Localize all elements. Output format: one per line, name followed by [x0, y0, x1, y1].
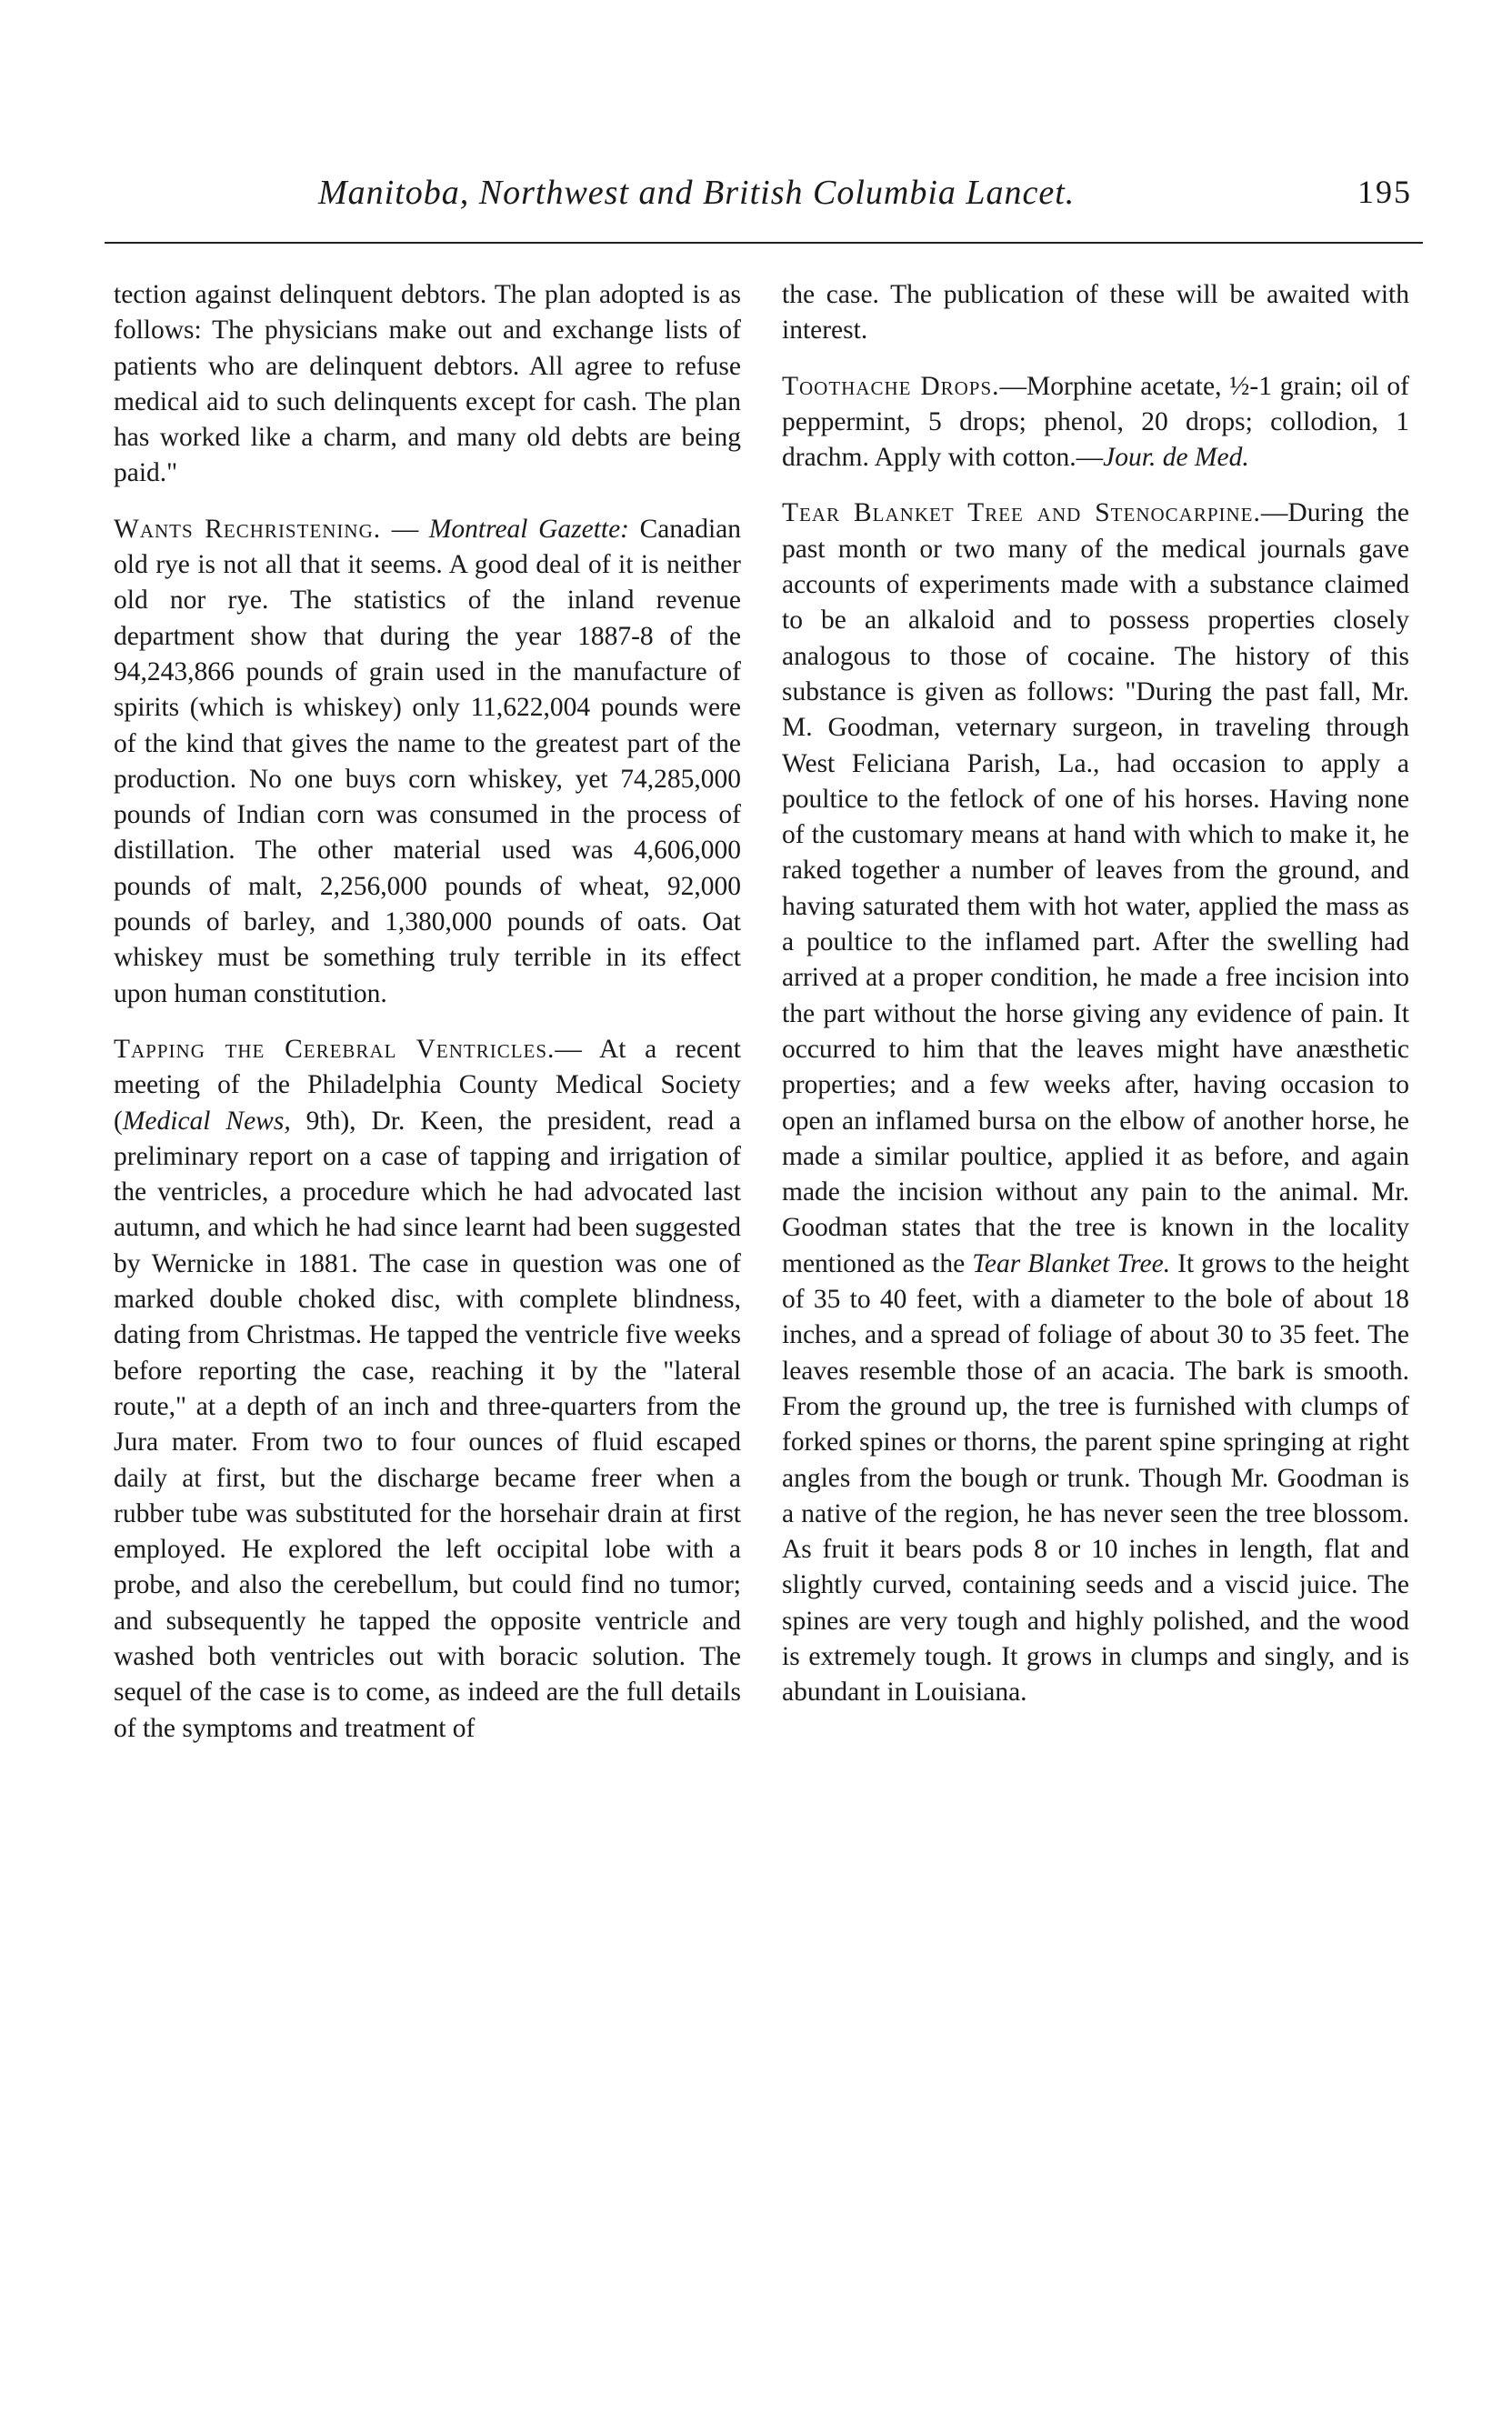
section-heading: Wants Rechristening.	[114, 514, 382, 544]
paragraph-text: tection against delinquent debtors. The plan adopted is as follows: The physicians make out and exchange lists of patients who are delinquent debtors. All agree to refuse medical aid to such delinquents except for cash. The plan has worked like a charm, and many old debts are being paid."	[114, 280, 741, 488]
source-citation: Medical News,	[122, 1106, 291, 1136]
paragraph-text: Canadian old rye is not all that it seems. A good deal of it is neither old nor rye. The statistics of the inland revenue department show that during the year 1887-8 of the 94,243,866 pounds of grain used in the manufacture of spirits (which is whiskey) only 11,622,004 pounds were of the kind that gives the name to the greatest part of the production. No one buys corn whiskey, yet 74,285,000 pounds of Indian corn was consumed in the process of distillation. The other material used was 4,606,000 pounds of malt, 2,256,000 pounds of wheat, 92,000 pounds of barley, and 1,380,000 pounds of oats. Oat whiskey must be something truly terrible in its effect upon human constitution.	[114, 514, 741, 1008]
paragraph-text: It grows to the height of 35 to 40 feet, with a diameter to the bole of about 18 inches, and a spread of foliage of about 30 to 35 feet. The leaves resemble those of an acacia. The bark is smooth. From the ground up, the tree is furnished with clumps of forked spines or thorns, the parent spine springing at right angles from the bough or trunk. Though Mr. Goodman is a native of the region, he has never seen the tree blossom. As fruit it bears pods 8 or 10 inches in length, flat and slightly curved, containing seeds and a viscid juice. The spines are very tough and highly polished, and the wood is extremely tough. It grows in clumps and singly, and is abundant in Louisiana.	[782, 1248, 1409, 1708]
left-column	[114, 277, 741, 1767]
dose-fraction: ½-1	[1229, 371, 1272, 401]
paragraph-text: the case. The publication of these will be awaited with interest.	[782, 280, 1409, 346]
paragraph-tapping-ventricles: Tapping the Cerebral Ventricles.— At a recent meeting of the Philadelphia County Medical Society (Medical News, 9th), Dr. Keen, the president, read a preliminary report on a case of tapping and irrigation of the ventricles, a procedure which he had advocated last autumn, and which he had since learnt had been suggested by Wernicke in 1881. The case in question was one of marked double choked disc, with complete blindness, dating from Christmas. He tapped the ventricle five weeks before reporting the case, reaching it by the "lateral route," at a depth of an inch and three-quarters from the Jura mater. From two to four ounces of fluid escaped daily at first, but the discharge became freer when a rubber tube was substituted for the horsehair drain at first employed. He explored the left occipital lobe with a probe, and also the cerebellum, but could find no tumor; and subsequently he tapped the opposite ventricle and washed both ventricles out with boracic solution. The sequel of the case is to come, as indeed are the full details of the symptoms and treatment of	[114, 1034, 741, 1743]
section-heading: Tear Blanket Tree and Stenocarpine.	[782, 498, 1261, 528]
paragraph-text: Morphine acetate,	[1026, 371, 1230, 401]
running-header	[105, 173, 1423, 218]
tree-name: Tear Blanket Tree.	[972, 1248, 1171, 1278]
paragraph-tear-blanket-tree: Tear Blanket Tree and Stenocarpine.—During the past month or two many of the medical journals gave accounts of experiments made with a substance claimed to be an alkaloid and to possess properties closely analogous to those of cocaine. The history of this substance is given as follows: "During the past fall, Mr. M. Goodman, veternary surgeon, in traveling through West Feliciana Parish, La., had occasion to apply a poultice to the fetlock of one of his horses. Having none of the customary means at hand with which to make it, he raked together a number of leaves from the ground, and having saturated them with hot water, applied the mass as a poultice to the inflamed part. After the swelling had arrived at a proper condition, he made a free incision into the part without the horse giving any evidence of pain. It occurred to him that the leaves might have anæsthetic properties; and a few weeks after, having occasion to open an inflamed bursa on the elbow of another horse, he made a similar poultice, applied it as before, and again made the incision without any pain to the animal. Mr. Goodman states that the tree is known in the locality mentioned as the Tear Blanket Tree. It grows to the height of 35 to 40 feet, with a diameter to the bole of about 18 inches, and a spread of foliage of about 30 to 35 feet. The leaves resemble those of an acacia. The bark is smooth. From the ground up, the tree is furnished with clumps of forked spines or thorns, the parent spine springing at right angles from the bough or trunk. Though Mr. Goodman is a native of the region, he has never seen the tree blossom. As fruit it bears pods 8 or 10 inches in length, flat and slightly curved, containing seeds and a viscid juice. The spines are very tough and highly polished, and the wood is extremely tough. It grows in clumps and singly, and is abundant in Louisiana.	[782, 498, 1409, 1708]
journal-title: Manitoba, Northwest and British Columbia Lancet.	[318, 174, 1076, 212]
section-heading: Tapping the Cerebral Ventricles.	[114, 1034, 556, 1064]
source-citation: Jour. de Med.	[1103, 443, 1249, 473]
paragraph-text: During the past month or two many of the medical journals gave accounts of experiments made with a substance claimed to be an alkaloid and to possess properties closely analogous to those of cocaine. The history of this substance is given as follows: "During the past fall, Mr. M. Goodman, veternary surgeon, in traveling through West Feliciana Parish, La., had occasion to apply a poultice to the fetlock of one of his horses. Having none of the customary means at hand with which to make it, he raked together a number of leaves from the ground, and having saturated them with hot water, applied the mass as a poultice to the inflamed part. After the swelling had arrived at a proper condition, he made a free incision into the part without the horse giving any evidence of pain. It occurred to him that the leaves might have anæsthetic properties; and a few weeks after, having occasion to open an inflamed bursa on the elbow of another horse, he made a similar poultice, applied it as before, and again made the incision without any pain to the animal. Mr. Goodman states that the tree is known in the locality mentioned as the	[782, 498, 1409, 1278]
paragraph-delinquent-debtors	[114, 277, 741, 492]
paragraph-text: At a recent meeting of the Philadelphia County Medical Society (	[114, 1034, 741, 1136]
paragraph-text: grain; oil of peppermint, 5 drops; phenol, 20 drops; collodion, 1 drachm. Apply with cotton.	[782, 371, 1409, 473]
source-citation: Montreal Gazette:	[428, 514, 630, 544]
right-column	[782, 277, 1409, 1731]
section-heading: Toothache Drops.	[782, 371, 1000, 401]
paragraph-continuation	[782, 277, 1409, 349]
page-number: 195	[1357, 174, 1412, 210]
paragraph-text: 9th), Dr. Keen, the president, read a preliminary report on a case of tapping and irrigation of the ventricles, a procedure which he had advocated last autumn, and which he had since learnt had been suggested by Wernicke in 1881. The case in question was one of marked double choked disc, with complete blindness, dating from Christmas. He tapped the ventricle five weeks before reporting the case, reaching it by the "lateral route," at a depth of an inch and three-quarters from the Jura mater. From two to four ounces of fluid escaped daily at first, but the discharge became freer when a rubber tube was substituted for the horsehair drain at first employed. He explored the left occipital lobe with a probe, and also the cerebellum, but could find no tumor; and subsequently he tapped the opposite ventricle and washed both ventricles out with boracic solution. The sequel of the case is to come, as indeed are the full details of the symptoms and treatment of	[114, 1106, 741, 1743]
paragraph-wants-rechristening: Wants Rechristening. — Montreal Gazette: Canadian old rye is not all that it seems. A good deal of it is neither old nor rye. The statistics of the inland revenue department show that during the year 1887-8 of the 94,243,866 pounds of grain used in the manufacture of spirits (which is whiskey) only 11,622,004 pounds were of the kind that gives the name to the greatest part of the production. No one buys corn whiskey, yet 74,285,000 pounds of Indian corn was consumed in the process of distillation. The other material used was 4,606,000 pounds of malt, 2,256,000 pounds of wheat, 92,000 pounds of barley, and 1,380,000 pounds of oats. Oat whiskey must be something truly terrible in its effect upon human constitution.	[114, 514, 741, 1008]
paragraph-toothache-drops: Toothache Drops.—Morphine acetate, ½-1 grain; oil of peppermint, 5 drops; phenol, 20 drops; collodion, 1 drachm. Apply with cotton.—Jour. de Med.	[782, 371, 1409, 473]
header-rule	[105, 242, 1423, 244]
